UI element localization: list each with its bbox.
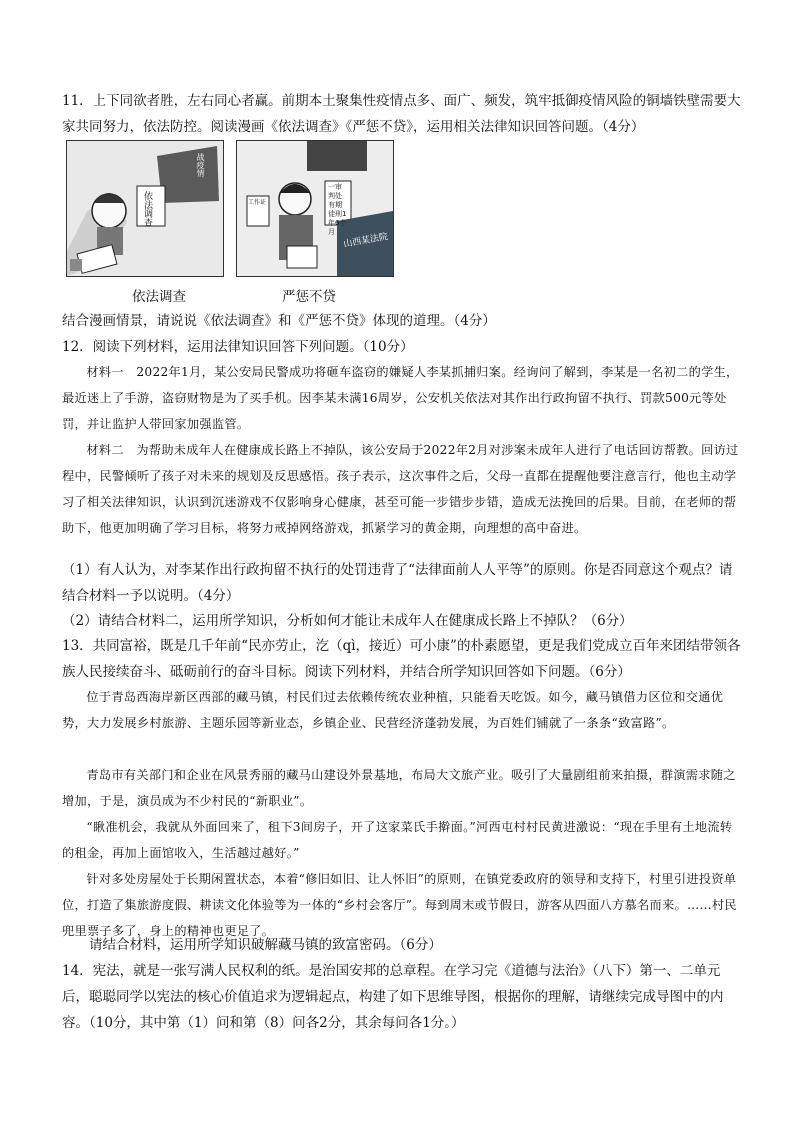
comic-panels	[66, 140, 396, 275]
comic-punishment-image	[236, 140, 394, 277]
question-12-intro: 12．阅读下列材料，运用法律知识回答下列问题。（10分）	[62, 339, 414, 355]
question-14-text: 14．宪法，就是一张写满人民权利的纸。是治国安邦的总章程。在学习完《道德与法治》（八下）第一、二单元后，聪聪同学以宪法的核心价值追求为逻辑起点，构建了如下思维导图，根据你的理解，请继续完成导图中的内容。（10分，其中第（1）问和第（8）问各2分，其余每问各1分。）	[62, 963, 724, 1031]
comic-investigation-image	[66, 140, 224, 277]
question-12-subquestion-2: （2）请结合材料二，运用所学知识，分析如何才能让未成年人在健康成长路上不掉队？（6分）	[62, 613, 633, 629]
question-13-paragraph-1: 位于青岛西海岸新区西部的藏马镇，村民们过去依赖传统农业种植，只能看天吃饭。如今，藏马镇借力区位和交通优势，大力发展乡村旅游、主题乐园等新业态，乡镇企业、民营经济蓬勃发展，为百姓们铺就了一条条“致富路”。	[62, 690, 724, 730]
comic2-caption: 严惩不贷	[282, 289, 336, 305]
comic2-paper-text: 一审判处有期徒刑1年6个月	[328, 183, 347, 236]
question-11-prompt: 结合漫画情景，请说说《依法调查》和《严惩不贷》体现的道理。（4分）	[62, 313, 496, 329]
comic1-caption: 依法调查	[132, 289, 186, 305]
question-13-paragraph-2: 青岛市有关部门和企业在风景秀丽的藏马山建设外景基地，布局大文旅产业。吸引了大量剧组前来拍摄，群演需求随之增加，于是，演员成为不少村民的“新职业”。	[62, 768, 736, 808]
comic1-sign-text: 依法调查	[142, 191, 152, 227]
question-12-material-2: 材料二 为帮助未成年人在健康成长路上不掉队，该公安局于2022年2月对涉案未成年人进行了电话回访帮教。回访过程中，民警倾听了孩子对未来的规划及反思感悟。孩子表示，这次事件之后，父母一直都在提醒他要注意言行，他也主动学习了相关法律知识，认识到沉迷游戏不仅影响身心健康，甚至可能一步错步步错，造成无法挽回的后果。目前，在老师的帮助下，他更加明确了学习目标，将努力戒掉网络游戏，抓紧学习的黄金期，向理想的高中奋进。	[62, 443, 739, 535]
question-13-prompt: 请结合材料，运用所学知识破解藏马镇的致富密码。（6分）	[89, 937, 442, 953]
question-13-paragraph-4: 针对多处房屋处于长期闲置状态，本着“修旧如旧、让人怀旧”的原则，在镇党委政府的领导和支持下，村里引进投资单位，打造了集旅游度假、耕读文化体验等为一体的“乡村会客厅”。每到周末或节假日，游客从四面八方慕名而来。……村民兜里票子多了，身上的精神也更足了。	[62, 872, 737, 938]
comic-punishment-drawing	[237, 141, 393, 276]
question-12-subquestion-1: （1）有人认为，对李某作出行政拘留不执行的处罚违背了“法律面前人人平等”的原则。你是否同意这个观点？请结合材料一予以说明。（4分）	[62, 562, 733, 604]
comic2-court-sign: 山西某法院	[342, 232, 389, 250]
comic1-board-text: 战疫情	[196, 153, 205, 177]
question-13-intro: 13．共同富裕，既是几千年前“民亦劳止，汔（qì，接近）可小康”的朴素愿望，更是我们党成立百年来团结带领各族人民接续奋斗、砥砺前行的奋斗目标。阅读下列材料，并结合所学知识回答如下问题。（6分）	[62, 638, 741, 680]
comic2-doc-text: 工作证	[248, 199, 267, 206]
question-12-material-1: 材料一 2022年1月，某公安局民警成功将砸车盗窃的嫌疑人李某抓捕归案。经询问了解到，李某是一名初二的学生，最近迷上了手游，盗窃财物是为了买手机。因李某未满16周岁，公安机关依法对其作出行政拘留不执行、罚款500元等处罚，并让监护人带回家加强监管。	[62, 365, 739, 431]
question-11-text: 11．上下同欲者胜，左右同心者赢。前期本土聚集性疫情点多、面广、频发，筑牢抵御疫情风险的铜墙铁壁需要大家共同努力，依法防控。阅读漫画《依法调查》《严惩不贷》，运用相关法律知识回答问题。（4分）	[62, 93, 741, 135]
question-13-paragraph-3: “瞅准机会，我就从外面回来了，租下3间房子，开了这家菜氏手擀面。”河西屯村村民黄进激说：“现在手里有土地流转的租金，再加上面馆收入，生活越过越好。”	[62, 820, 733, 860]
